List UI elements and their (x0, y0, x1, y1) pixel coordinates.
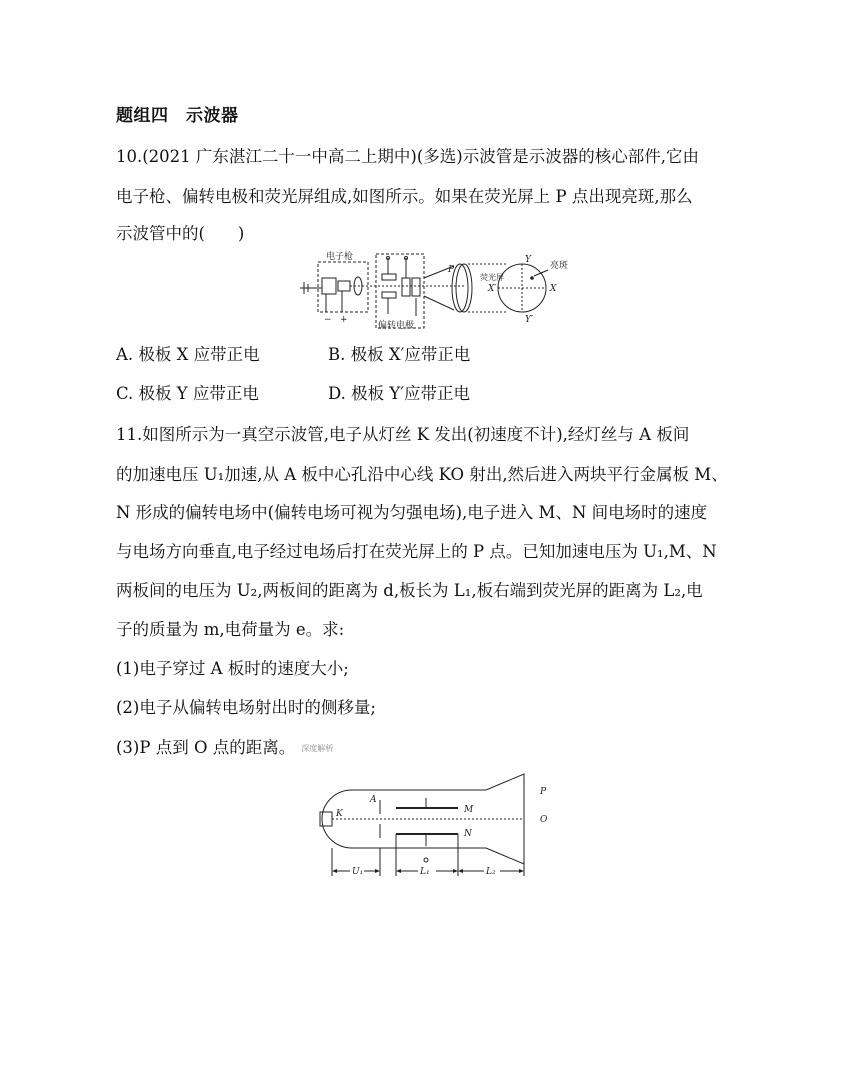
label-p: P (540, 787, 547, 797)
q11-line-3: N 形成的偏转电场中(偏转电场可视为匀强电场),电子进入 M、N 间电场时的速度 (116, 503, 708, 522)
label-u1: U₁ (352, 867, 364, 877)
q11-line-5: 两板间的电压为 U₂,两板间的距离为 d,板长为 L₁,板右端到荧光屏的距离为 L₂,电 (116, 581, 703, 600)
label-n: N (464, 829, 472, 839)
label-p: P (448, 265, 455, 275)
label-spot: 亮斑 (550, 261, 569, 271)
q11-part-1: (1)电子穿过 A 板时的速度大小; (116, 659, 349, 678)
q11-line-4: 与电场方向垂直,电子经过电场后打在荧光屏上的 P 点。已知加速电压为 U₁,M、N (116, 542, 717, 561)
q10-option-d: D. 极板 Y′应带正电 (328, 384, 471, 403)
q11-part-3: (3)P 点到 O 点的距离。 (116, 738, 296, 757)
q10-line-1: 10.(2021 广东湛江二十一中高二上期中)(多选)示波管是示波器的核心部件,它由 (116, 147, 699, 166)
q11-line-2: 的加速电压 U₁加速,从 A 板中心孔沿中心线 KO 射出,然后进入两块平行金属板 M、 (116, 465, 728, 484)
q11-line-6: 子的质量为 m,电荷量为 e。求: (116, 620, 345, 639)
label-o: O (540, 815, 548, 825)
label-y-prime: Y′ (525, 315, 533, 325)
q10-line-2: 电子枪、偏转电极和荧光屏组成,如图所示。如果在荧光屏上 P 点出现亮斑,那么 (116, 187, 693, 206)
oscilloscope-tube-figure (296, 248, 572, 332)
q10-option-b: B. 极板 X′应带正电 (328, 345, 471, 364)
label-k: K (336, 809, 343, 819)
deep-analysis-tag: 深度解析 (301, 744, 334, 753)
label-x: X (550, 284, 557, 294)
section-title: 题组四 示波器 (116, 106, 239, 126)
label-y: Y (525, 255, 531, 265)
label-plus: + (340, 315, 348, 325)
label-a: A (370, 795, 377, 805)
q11-line-1: 11.如图所示为一真空示波管,电子从灯丝 K 发出(初速度不计),经灯丝与 A 板间 (116, 425, 690, 444)
label-l2: L₂ (486, 867, 496, 877)
q10-line-3: 示波管中的( ) (116, 224, 245, 243)
q10-option-a: A. 极板 X 应带正电 (116, 345, 260, 364)
label-gun: 电子枪 (326, 252, 354, 262)
label-x-prime: X′ (488, 284, 497, 294)
label-m: M (464, 805, 474, 815)
vacuum-tube-figure (308, 772, 558, 882)
q11-part-3-row (116, 734, 333, 758)
label-electrode: 偏转电极 (378, 321, 415, 331)
label-minus: − (324, 315, 332, 325)
label-screen: 荧光屏 (480, 273, 504, 282)
q10-option-c: C. 极板 Y 应带正电 (116, 384, 259, 403)
label-l1: L₁ (420, 867, 430, 877)
q11-part-2: (2)电子从偏转电场射出时的侧移量; (116, 698, 376, 717)
